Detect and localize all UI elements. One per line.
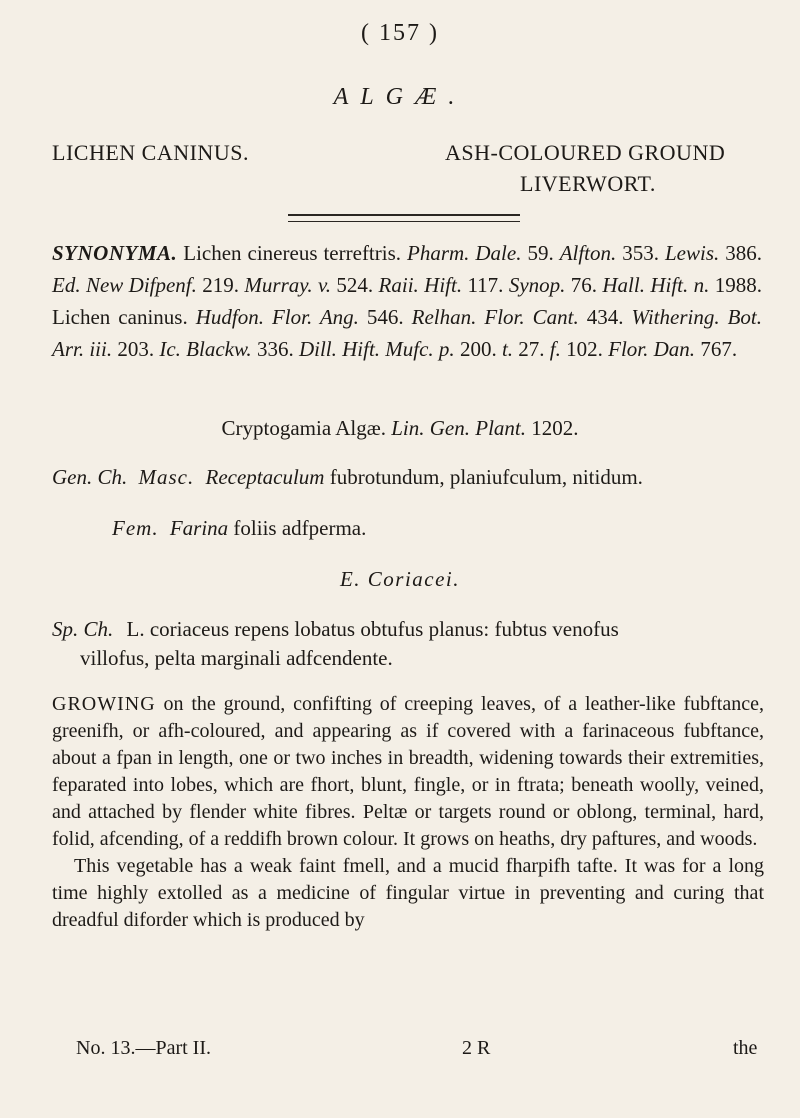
- gen-ch-fem-line: [112, 516, 366, 541]
- title-rule: [288, 214, 520, 222]
- sp-ch-label: Sp. Ch.: [52, 617, 114, 641]
- masc-label: Masc.: [138, 465, 195, 489]
- synonyma-paragraph: [52, 237, 762, 365]
- syn-text: 76.: [565, 273, 603, 297]
- description: [52, 691, 764, 934]
- syn-ref: Relhan. Flor. Cant.: [411, 305, 579, 329]
- syn-ref: Ed. New Difpenf.: [52, 273, 197, 297]
- syn-ref: Flor. Dan.: [608, 337, 696, 361]
- syn-text: Lichen cinereus terreftris.: [177, 241, 407, 265]
- syn-text: 386.: [719, 241, 762, 265]
- syn-text: 27.: [513, 337, 550, 361]
- syn-text: 434.: [578, 305, 632, 329]
- description-paragraph-1: [52, 691, 764, 853]
- syn-text: 524.: [331, 273, 379, 297]
- syn-text: 219.: [196, 273, 245, 297]
- syn-ref: f.: [549, 337, 561, 361]
- syn-ref: Raii. Hift.: [378, 273, 463, 297]
- syn-text: 59.: [521, 241, 560, 265]
- masc-text: fubrotundum, planiufculum, nitidum.: [329, 465, 643, 489]
- gen-ch-masc-line: [52, 465, 643, 490]
- synonyma-label: SYNONYMA.: [52, 241, 178, 265]
- section-title: ALGÆ.: [333, 84, 467, 110]
- description-paragraph-2: This vegetable has a weak faint fmell, and a mucid fharpifh tafte. It was for a long time highly extolled as a medicine of fingular virtue in preventing and curing that dreadful diforder which is produced by: [52, 855, 764, 931]
- fem-label: Fem.: [112, 516, 159, 540]
- classification-num: 1202.: [531, 416, 579, 440]
- syn-text: 200.: [454, 337, 502, 361]
- syn-text: 546.: [358, 305, 412, 329]
- syn-ref: t.: [501, 337, 514, 361]
- signature-mark: 2 R: [462, 1037, 491, 1059]
- species-english-name-line2: LIVERWORT.: [520, 171, 656, 196]
- syn-ref: Pharm. Dale.: [407, 241, 522, 265]
- issue-number: No. 13.—Part II.: [76, 1037, 211, 1059]
- syn-ref: Ic. Blackw.: [159, 337, 252, 361]
- syn-text: 117.: [462, 273, 509, 297]
- catchword: the: [733, 1037, 758, 1059]
- syn-ref: Alfton.: [559, 241, 617, 265]
- gen-ch-label: Gen. Ch.: [52, 465, 128, 489]
- species-latin-name: LICHEN CANINUS.: [52, 140, 249, 165]
- sp-ch-line2: villofus, pelta marginali adfcendente.: [80, 646, 393, 670]
- subsection-heading: E. Coriacei.: [339, 567, 461, 591]
- syn-ref: Synop.: [508, 273, 566, 297]
- classification-text: Cryptogamia Algæ.: [221, 416, 386, 440]
- masc-term: Receptaculum: [205, 465, 325, 489]
- classification-line: [0, 416, 800, 441]
- fem-term: Farina: [169, 516, 229, 540]
- syn-text: 102.: [560, 337, 609, 361]
- syn-ref: Dill. Hift. Mufc. p.: [298, 337, 455, 361]
- syn-ref: Hudfon. Flor. Ang.: [195, 305, 359, 329]
- syn-text: 353.: [616, 241, 665, 265]
- syn-text: 336.: [251, 337, 299, 361]
- syn-text: 1988. Lichen caninus.: [52, 273, 763, 329]
- description-lead: GROWING: [52, 693, 156, 715]
- species-english-name-line1: ASH-COLOURED GROUND: [445, 140, 726, 165]
- syn-text: 203.: [112, 337, 160, 361]
- classification-ref: Lin. Gen. Plant.: [391, 416, 526, 440]
- syn-ref: Murray. v.: [244, 273, 332, 297]
- sp-ch-text: L. coriaceus repens lobatus obtufus planus: fubtus venofus: [126, 617, 619, 641]
- syn-text: 767.: [695, 337, 738, 361]
- description-text: on the ground, confifting of creeping leaves, of a leather-like fubftance, greenifh, or afh-coloured, and appearing as if covered with a farinaceous fubftance, about a fpan in length, one or two inches in breadth, widening towards their extremities, feparated into lobes, which are fhort, blunt, fingle, or in ftrata; beneath woolly, veined, and attached by flender white fibres. Peltæ or targets round or oblong, terminal, hard, folid, afcending, of a reddifh brown colour. It grows on heaths, dry paftures, and woods.: [52, 693, 764, 850]
- syn-ref: Hall. Hift. n.: [602, 273, 710, 297]
- syn-ref: Lewis.: [665, 241, 720, 265]
- syn-ref: Withering. Bot. Arr. iii.: [52, 305, 762, 361]
- fem-text: foliis adfperma.: [233, 516, 367, 540]
- sp-ch-line1: [52, 617, 619, 642]
- page-number: ( 157 ): [361, 20, 439, 46]
